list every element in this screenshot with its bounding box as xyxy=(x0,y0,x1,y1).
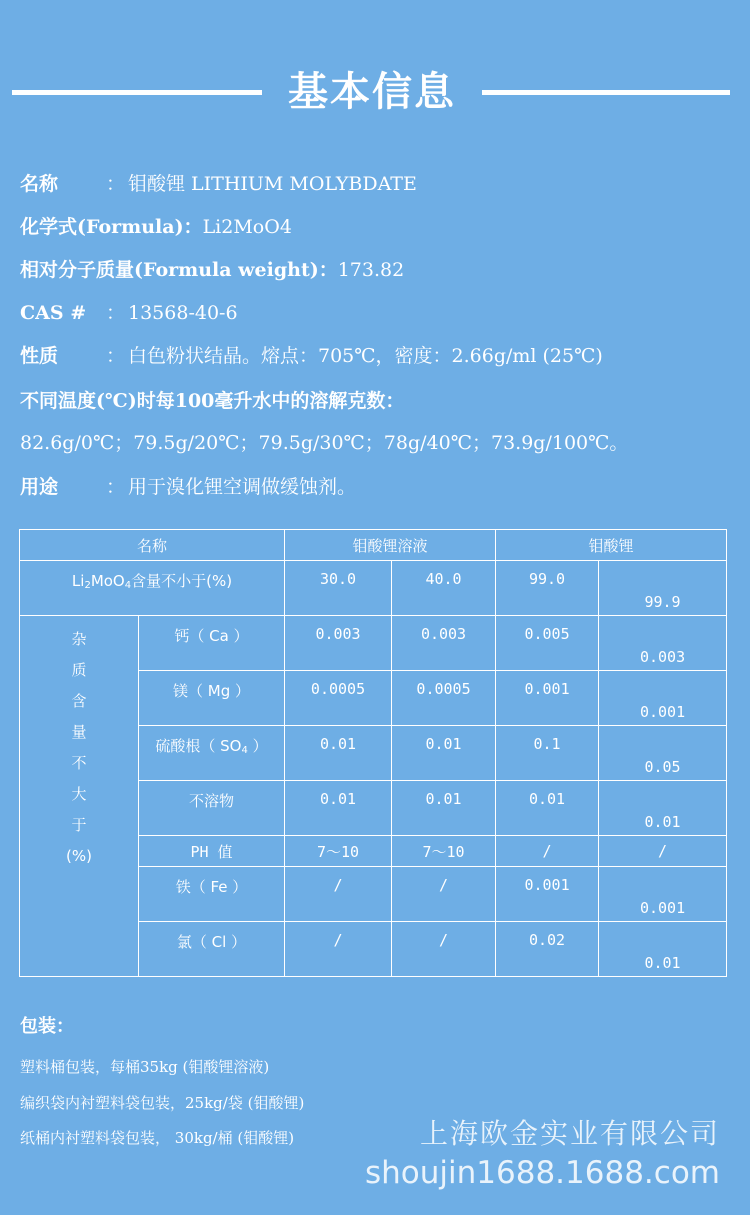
nature-label: 性质 xyxy=(20,345,59,367)
packaging-title: 包装： xyxy=(20,1016,74,1037)
site-watermark: shoujin1688.1688.com xyxy=(365,1155,720,1191)
table-cell: 0.01 xyxy=(599,922,727,977)
content-label: $Li_2MoO_4$含量不小于(%) xyxy=(20,561,285,616)
content-value: 99.9 xyxy=(599,561,727,616)
page-title: 基本信息 xyxy=(288,68,456,115)
info-formula xyxy=(20,214,292,240)
packaging-line: 编织袋内衬塑料袋包装，25kg/袋 (钼酸锂) xyxy=(20,1094,305,1112)
table-cell: / xyxy=(599,836,727,867)
content-row xyxy=(20,561,727,616)
info-nature xyxy=(20,343,603,369)
name-value: 钼酸锂 LITHIUM MOLYBDATE xyxy=(128,173,417,195)
impurity-group-label: 杂 质 含 量 不 大 于 (%) xyxy=(20,616,139,977)
table-cell: 0.001 xyxy=(496,671,599,726)
table-cell: 0.003 xyxy=(599,616,727,671)
table-cell: 0.01 xyxy=(392,781,496,836)
impurity-label-insoluble: 不溶物 xyxy=(139,781,285,836)
cas-value: 13568-40-6 xyxy=(128,302,238,324)
table-cell: 0.05 xyxy=(599,726,727,781)
header-name: 名称 xyxy=(20,530,285,561)
table-cell: 0.01 xyxy=(599,781,727,836)
name-label: 名称 xyxy=(20,173,59,195)
solubility-value: 82.6g/0℃；79.5g/20℃；79.5g/30℃；78g/40℃；73.9g/100℃。 xyxy=(20,432,629,454)
nature-value: 白色粉状结晶。熔点：705℃，密度：2.66g/ml (25℃) xyxy=(128,345,603,367)
table-cell: 0.01 xyxy=(285,781,392,836)
content-value: 40.0 xyxy=(392,561,496,616)
table-cell: 0.0005 xyxy=(392,671,496,726)
info-solubility-label xyxy=(20,388,404,414)
table-cell: / xyxy=(392,922,496,977)
impurity-label-cl: 氯（ Cl ） xyxy=(139,922,285,977)
impurity-label-mg: 镁（ Mg ） xyxy=(139,671,285,726)
title-divider-right xyxy=(482,90,730,95)
table-cell: 7～10 xyxy=(392,836,496,867)
table-cell: 0.001 xyxy=(496,867,599,922)
use-label: 用途 xyxy=(20,476,59,498)
company-watermark: 上海欧金实业有限公司 xyxy=(419,1117,720,1150)
impurity-label-fe: 铁（ Fe ） xyxy=(139,867,285,922)
content-value: 30.0 xyxy=(285,561,392,616)
impurity-label-ph: PH 值 xyxy=(139,836,285,867)
table-cell: / xyxy=(496,836,599,867)
table-cell: 0.001 xyxy=(599,671,727,726)
table-cell: 0.003 xyxy=(285,616,392,671)
table-cell: 0.001 xyxy=(599,867,727,922)
header-solution: 钼酸锂溶液 xyxy=(285,530,496,561)
table-cell: 0.01 xyxy=(496,781,599,836)
nature-separator: ： xyxy=(106,345,126,367)
info-weight xyxy=(20,257,404,283)
info-solubility-value xyxy=(20,430,628,456)
weight-value: 173.82 xyxy=(337,259,405,281)
table-cell: 0.005 xyxy=(496,616,599,671)
table-row xyxy=(20,616,727,671)
table-cell: 0.1 xyxy=(496,726,599,781)
formula-value: Li2MoO4 xyxy=(202,216,292,238)
name-separator: ： xyxy=(106,173,126,195)
table-cell: / xyxy=(285,867,392,922)
table-cell: 0.01 xyxy=(285,726,392,781)
title-divider-left xyxy=(12,90,262,95)
content-value: 99.0 xyxy=(496,561,599,616)
table-cell: 7～10 xyxy=(285,836,392,867)
table-cell: 0.01 xyxy=(392,726,496,781)
title-bar xyxy=(0,62,750,122)
cas-separator: ： xyxy=(106,302,126,324)
table-header-row xyxy=(20,530,727,561)
info-name xyxy=(20,171,417,197)
packaging-line: 塑料桶包装，每桶35kg (钼酸锂溶液) xyxy=(20,1058,270,1076)
weight-label: 相对分子质量(Formula weight)： xyxy=(20,259,338,281)
use-separator: ： xyxy=(106,476,126,498)
info-cas xyxy=(20,300,238,326)
table-cell: 0.02 xyxy=(496,922,599,977)
table-cell: 0.003 xyxy=(392,616,496,671)
table-cell: / xyxy=(392,867,496,922)
cas-label: CAS # xyxy=(20,302,87,324)
table-cell: 0.0005 xyxy=(285,671,392,726)
formula-label: 化学式(Formula)： xyxy=(20,216,203,238)
use-value: 用于溴化锂空调做缓蚀剂。 xyxy=(128,476,357,498)
header-solid: 钼酸锂 xyxy=(496,530,727,561)
impurity-label-so4: 硫酸根（ $SO_4$ ） xyxy=(139,726,285,781)
packaging-line: 纸桶内衬塑料袋包装， 30kg/桶 (钼酸锂) xyxy=(20,1129,295,1147)
info-use xyxy=(20,474,356,500)
impurity-label-ca: 钙（ Ca ） xyxy=(139,616,285,671)
table-cell: / xyxy=(285,922,392,977)
solubility-label: 不同温度(℃)时每100毫升水中的溶解克数： xyxy=(20,390,405,412)
spec-table xyxy=(19,529,727,977)
